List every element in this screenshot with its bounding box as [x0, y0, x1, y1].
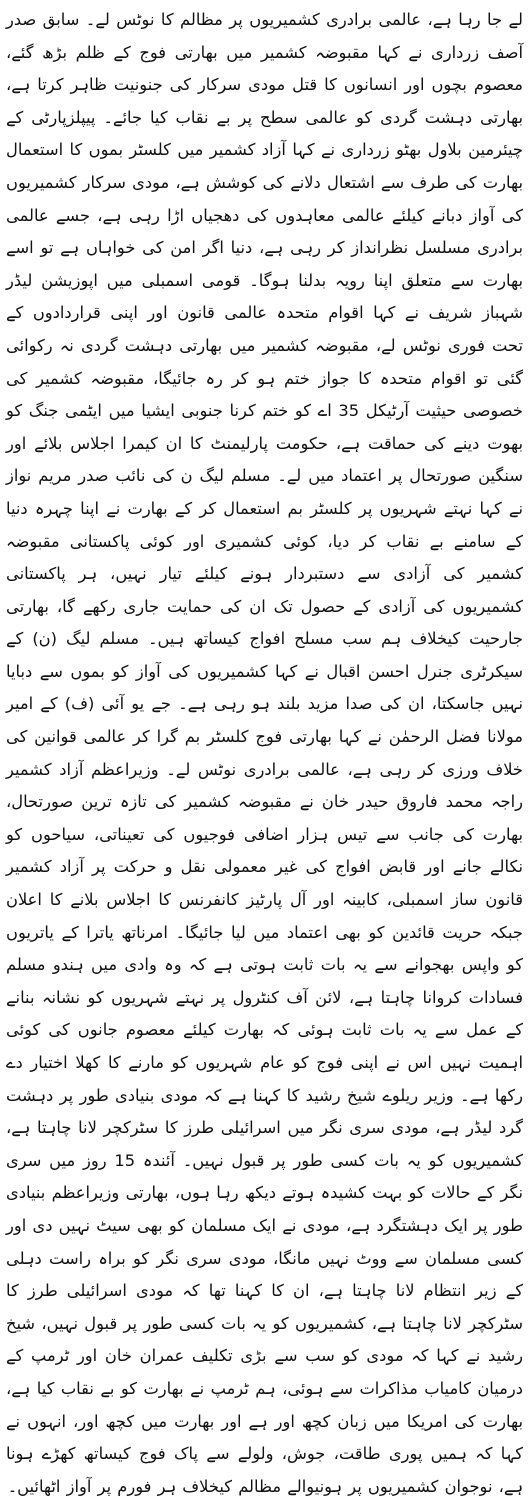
article-body-text: لے جا رہا ہے، عالمی برادری کشمیریوں پر مظالم کا نوٹس لے۔ سابق صدر آصف زرداری نے کہا مقبوضہ کشمیر میں بھارتی فوج کے ظلم بڑھ گئے، معصوم بچوں اور انسانوں کا قتل مودی سرکار کی جنونیت ظاہر کرتا ہے، بھارتی دہشت گردی کو عالمی سطح پر بے نقاب کیا جائے۔ پیپلزپارٹی کے چیئرمین بلاول بھٹو زرداری نے کہا آزاد کشمیر میں کلسٹر بموں کا استعمال بھارت کی طرف سے اشتعال دلانے کی کوشش ہے، مودی سرکار کشمیریوں کی آواز دبانے کیلئے عالمی معاہدوں کی دھجیاں اڑا رہی ہے، جسے عالمی برادری مسلسل نظرانداز کر رہی ہے، دنیا اگر امن کی خواہاں ہے تو اسے بھارت سے متعلق اپنا رویہ بدلنا ہوگا۔ قومی اسمبلی میں اپوزیشن لیڈر شہباز شریف نے کہا اقوام متحدہ عالمی قانون اور اپنی قراردادوں کے تحت فوری نوٹس لے، مقبوضہ کشمیر میں بھارتی دہشت گردی نہ رکوائی گئی تو اقوام متحدہ کا جواز ختم ہو کر رہ جائیگا، مقبوضہ کشمیر کی خصوصی حیثیت آرٹیکل 35 اے کو ختم کرنا جنوبی ایشیا میں ایٹمی جنگ کو بھوت دینے کی حماقت ہے، حکومت پارلیمنٹ کا ان کیمرا اجلاس بلائے اور سنگین صورتحال پر اعتماد میں لے۔ مسلم لیگ ن کی نائب صدر مریم نواز نے کہا نہتے شہریوں پر کلسٹر بم استعمال کر کے بھارت نے اپنا چہرہ دنیا کے سامنے بے نقاب کر دیا، کوئی کشمیری اور کوئی پاکستانی مقبوضہ کشمیر کی آزادی سے دستبردار ہونے کیلئے تیار نہیں، ہر پاکستانی کشمیریوں کی آزادی کے حصول تک ان کی حمایت جاری رکھے گا، بھارتی جارحیت کیخلاف ہم سب مسلح افواج کیساتھ ہیں۔ مسلم لیگ (ن) کے سیکرٹری جنرل احسن اقبال نے کہا کشمیریوں کی آواز کو بموں سے دبایا نہیں جاسکتا، ان کی صدا مزید بلند ہو رہی ہے۔ جے یو آئی (ف) کے امیر مولانا فضل الرحمٰن نے کہا بھارتی فوج کلسٹر بم گرا کر عالمی قوانین کی خلاف ورزی کر رہی ہے، عالمی برادری نوٹس لے۔ وزیراعظم آزاد کشمیر راجہ محمد فاروق حیدر خان نے مقبوضہ کشمیر کی تازہ ترین صورتحال، بھارت کی جانب سے تیس ہزار اضافی فوجیوں کی تعیناتی، سیاحوں کو نکالے جانے اور قابض افواج کی غیر معمولی نقل و حرکت پر آزاد کشمیر قانون ساز اسمبلی، کابینہ اور آل پارٹیز کانفرنس کا اجلاس بلانے کا اعلان جبکہ حریت قائدین کو بھی اعتماد میں لیا جائیگا۔ امرناتھ یاترا کے یاتریوں کو واپس بھجوانے سے یہ بات ثابت ہوتی ہے کہ وہ وادی میں ہندو مسلم فسادات کروانا چاہتا ہے، لائن آف کنٹرول پر نہتے شہریوں کو نشانہ بنانے کے عمل سے یہ بات ثابت ہوئی کہ بھارت کیلئے معصوم جانوں کی کوئی اہمیت نہیں اس نے اپنی فوج کو عام شہریوں کو مارنے کا کھلا اختیار دے رکھا ہے۔ وزیر ریلوے شیخ رشید کا کہنا ہے کہ مودی بنیادی طور پر دہشت گرد لیڈر ہے، مودی سری نگر میں اسرائیلی طرز کا سٹرکچر لانا چاہتا ہے، کشمیریوں کو یہ بات کسی طور پر قبول نہیں۔ آئندہ 15 روز میں سری نگر کے حالات کو بہت کشیدہ ہوتے دیکھ رہا ہوں، بھارتی وزیراعظم بنیادی طور پر ایک دہشتگرد ہے، مودی نے ایک مسلمان کو بھی سیٹ نہیں دی اور کسی مسلمان سے ووٹ نہیں مانگا، مودی سری نگر کو براہ راست دہلی کے زیر انتظام لانا چاہتا ہے، ان کا کہنا تھا کہ مودی اسرائیلی طرز کا سٹرکچر لانا چاہتا ہے، کشمیریوں کو یہ بات کسی طور پر قبول نہیں، شیخ رشید نے کہا کہ مودی کو سب سے بڑی تکلیف عمران خان اور ٹرمپ کے درمیان کامیاب مذاکرات سے ہوئی، ہم ٹرمپ نے بھارت کو بے نقاب کیا ہے، بھارت کی امریکا میں زبان کچھ اور ہے اور بھارت میں کچھ اور، انہوں نے کہا کہ ہمیں پوری طاقت، جوش، ولولے سے پاک فوج کیساتھ کھڑے ہونا ہے، نوجوان کشمیریوں پر ہونیوالے مظالم کیخلاف ہر فورم پر آواز اٹھائیں۔: [6, 10, 523, 1496]
